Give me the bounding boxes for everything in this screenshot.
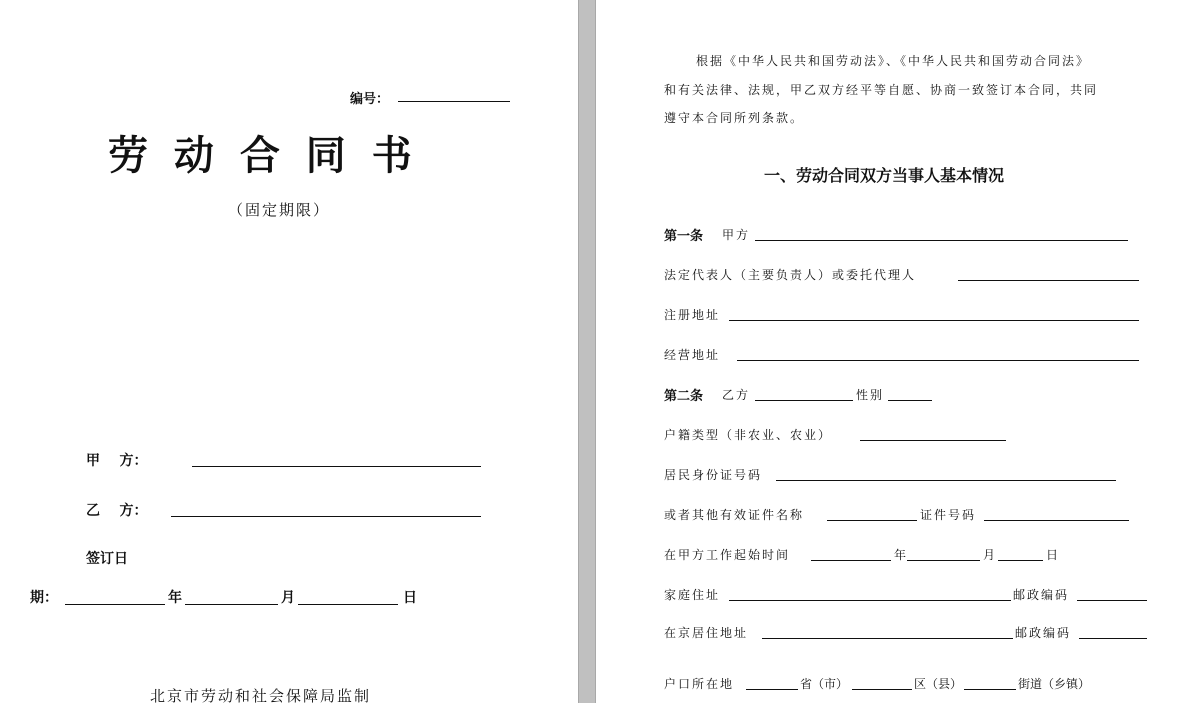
- article-1-label: 第一条: [664, 229, 704, 244]
- postcode2-line[interactable]: [1079, 638, 1147, 639]
- intro-line-2: 和有关法律、法规，甲乙双方经平等自愿、协商一致签订本合同，共同: [664, 83, 1099, 97]
- start-year-line[interactable]: [811, 560, 891, 561]
- contract-number-line[interactable]: [398, 101, 510, 102]
- household-type-label: 户籍类型（非农业、农业）: [664, 428, 833, 442]
- section-title: 一、劳动合同双方当事人基本情况: [764, 166, 1005, 185]
- month-line[interactable]: [185, 604, 278, 605]
- intro-line-1: 根据《中华人民共和国劳动法》、《中华人民共和国劳动合同法》: [696, 54, 1091, 68]
- cert-number-label: 证件号码: [920, 508, 977, 522]
- cover-page: [0, 0, 578, 703]
- contract-number-label: 编号：: [350, 92, 390, 107]
- district-label: 区（县）: [914, 677, 963, 691]
- hukou-street-line[interactable]: [964, 689, 1016, 690]
- other-cert-label: 或者其他有效证件名称: [664, 508, 805, 522]
- legal-rep-line[interactable]: [958, 280, 1139, 281]
- page-gutter: [578, 0, 596, 703]
- sign-date-label: 签订日: [86, 551, 128, 567]
- postcode-label: 邮政编码: [1013, 588, 1070, 602]
- legal-rep-label: 法定代表人（主要负责人）或委托代理人: [664, 268, 917, 282]
- province-label: 省（市）: [800, 677, 849, 691]
- document-title: 劳 动 合 同 书: [108, 133, 418, 179]
- start-year-label: 年: [894, 548, 907, 562]
- party-b-field-line[interactable]: [755, 400, 853, 401]
- party-a-line[interactable]: [192, 466, 481, 467]
- home-address-label: 家庭住址: [664, 588, 721, 602]
- party-a-field-line[interactable]: [755, 240, 1128, 241]
- home-address-line[interactable]: [729, 600, 1011, 601]
- date-prefix: 期：: [30, 590, 58, 606]
- gender-line[interactable]: [888, 400, 932, 401]
- hukou-province-line[interactable]: [746, 689, 798, 690]
- year-line[interactable]: [65, 604, 165, 605]
- article-2-label: 第二条: [664, 389, 704, 404]
- biz-address-label: 经营地址: [664, 348, 721, 362]
- other-cert-line[interactable]: [827, 520, 917, 521]
- reg-address-label: 注册地址: [664, 308, 721, 322]
- day-line[interactable]: [298, 604, 398, 605]
- start-day-label: 日: [1046, 548, 1059, 562]
- intro-line-3: 遵守本合同所列条款。: [664, 111, 805, 125]
- street-label: 街道（乡镇）: [1018, 677, 1091, 691]
- cert-number-line[interactable]: [984, 520, 1129, 521]
- party-b-line[interactable]: [171, 516, 481, 517]
- household-type-line[interactable]: [860, 440, 1006, 441]
- postcode2-label: 邮政编码: [1015, 626, 1072, 640]
- party-b-label: 乙 方：: [86, 503, 148, 519]
- hukou-label: 户口所在地: [664, 677, 735, 691]
- beijing-address-line[interactable]: [762, 638, 1013, 639]
- document-subtitle: （固定期限）: [228, 201, 331, 219]
- start-time-label: 在甲方工作起始时间: [664, 548, 791, 562]
- reg-address-line[interactable]: [729, 320, 1139, 321]
- year-label: 年: [168, 590, 182, 606]
- day-label: 日: [403, 590, 417, 606]
- start-month-line[interactable]: [907, 560, 980, 561]
- party-a-label: 甲 方：: [86, 453, 148, 469]
- postcode-line[interactable]: [1077, 600, 1147, 601]
- id-number-line[interactable]: [776, 480, 1116, 481]
- month-label: 月: [281, 590, 295, 606]
- gender-label: 性别: [856, 388, 885, 402]
- party-b-field-label: 乙方: [722, 388, 751, 402]
- party-a-field-label: 甲方: [722, 228, 751, 242]
- contract-page-1: [596, 0, 1185, 703]
- id-number-label: 居民身份证号码: [664, 468, 763, 482]
- biz-address-line[interactable]: [737, 360, 1139, 361]
- start-day-line[interactable]: [998, 560, 1043, 561]
- footer-issuer: 北京市劳动和社会保障局监制: [150, 687, 372, 705]
- hukou-district-line[interactable]: [852, 689, 912, 690]
- beijing-address-label: 在京居住地址: [664, 626, 749, 640]
- start-month-label: 月: [983, 548, 996, 562]
